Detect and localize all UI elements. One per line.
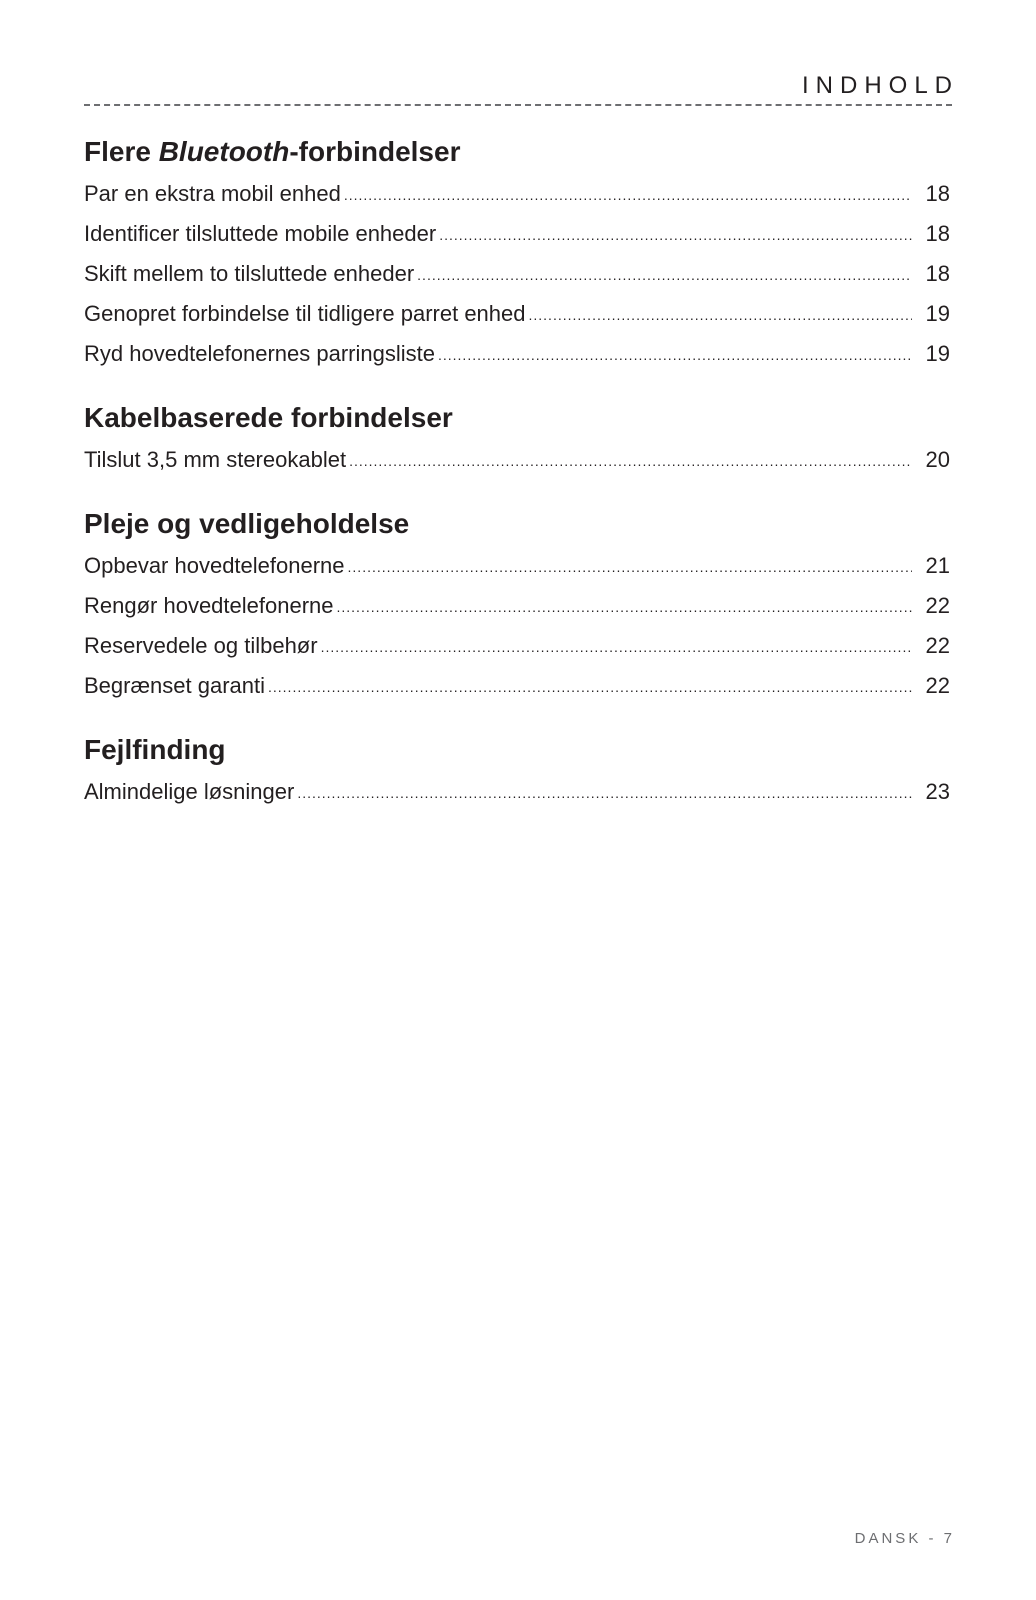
toc-entry-label: Begrænset garanti xyxy=(84,673,265,698)
dot-leader xyxy=(337,587,913,627)
toc-entry[interactable] xyxy=(84,626,950,666)
section-title: Kabelbaserede forbindelser xyxy=(84,402,453,433)
dot-leader xyxy=(348,547,912,587)
toc-entry-label: Par en ekstra mobil enhed xyxy=(84,181,341,206)
dot-leader xyxy=(297,773,912,813)
toc-entry[interactable] xyxy=(84,440,950,480)
toc-entry[interactable] xyxy=(84,174,950,214)
dot-leader xyxy=(417,255,912,295)
dot-leader xyxy=(529,295,913,335)
section-title: Pleje og vedligeholdelse xyxy=(84,508,410,539)
toc-entry-page: 19 xyxy=(925,301,950,326)
page-footer: DANSK - 7 xyxy=(854,1530,955,1547)
toc-entry-label: Genopret forbindelse til tidligere parret enhed xyxy=(84,301,526,326)
toc-entry-page: 23 xyxy=(925,779,950,804)
section-title: Fejlfinding xyxy=(84,734,226,765)
toc-entry-label: Ryd hovedtelefonernes parringsliste xyxy=(84,341,435,366)
toc-entry-page: 22 xyxy=(925,593,950,618)
toc-entry-page: 22 xyxy=(925,673,950,698)
toc-entry-page: 19 xyxy=(925,341,950,366)
toc-entry-label: Identificer tilsluttede mobile enheder xyxy=(84,221,437,246)
toc-entry-page: 21 xyxy=(925,553,950,578)
toc-entry[interactable] xyxy=(84,586,950,626)
toc-entry-label: Rengør hovedtelefonerne xyxy=(84,593,334,618)
toc-entry[interactable] xyxy=(84,546,950,586)
toc-section-care xyxy=(84,502,950,706)
toc-entry-page: 22 xyxy=(925,633,950,658)
dot-leader xyxy=(349,441,912,481)
header-divider xyxy=(84,104,952,106)
toc-entry-label: Almindelige løsninger xyxy=(84,779,295,804)
toc-entry-page: 18 xyxy=(925,221,950,246)
toc-entry-label: Opbevar hovedtelefonerne xyxy=(84,553,345,578)
toc-entry-label: Skift mellem to tilsluttede enheder xyxy=(84,261,415,286)
toc-entry[interactable] xyxy=(84,772,950,812)
dot-leader xyxy=(439,215,912,255)
toc-entry-page: 20 xyxy=(925,447,950,472)
dot-leader xyxy=(438,335,912,375)
toc-entry[interactable] xyxy=(84,334,950,374)
toc-section-troubleshooting xyxy=(84,728,950,812)
section-title-prefix: Flere xyxy=(84,136,159,167)
toc-entry-page: 18 xyxy=(925,261,950,286)
section-title-italic: Bluetooth xyxy=(158,136,290,167)
section-title-suffix: -forbindelser xyxy=(289,136,461,167)
toc-section-bluetooth xyxy=(84,130,950,374)
toc-entry-label: Tilslut 3,5 mm stereokablet xyxy=(84,447,347,472)
dot-leader xyxy=(268,667,912,707)
toc-entry[interactable] xyxy=(84,666,950,706)
toc-entry-page: 18 xyxy=(925,181,950,206)
dot-leader xyxy=(321,627,912,667)
toc-entry-label: Reservedele og tilbehør xyxy=(84,633,318,658)
table-of-contents xyxy=(84,130,950,834)
toc-entry[interactable] xyxy=(84,294,950,334)
header-title: INDHOLD xyxy=(801,72,959,99)
toc-section-wired xyxy=(84,396,950,480)
page-header xyxy=(84,66,959,106)
dot-leader xyxy=(344,175,912,215)
section-title xyxy=(84,130,950,174)
toc-entry[interactable] xyxy=(84,214,950,254)
toc-entry[interactable] xyxy=(84,254,950,294)
